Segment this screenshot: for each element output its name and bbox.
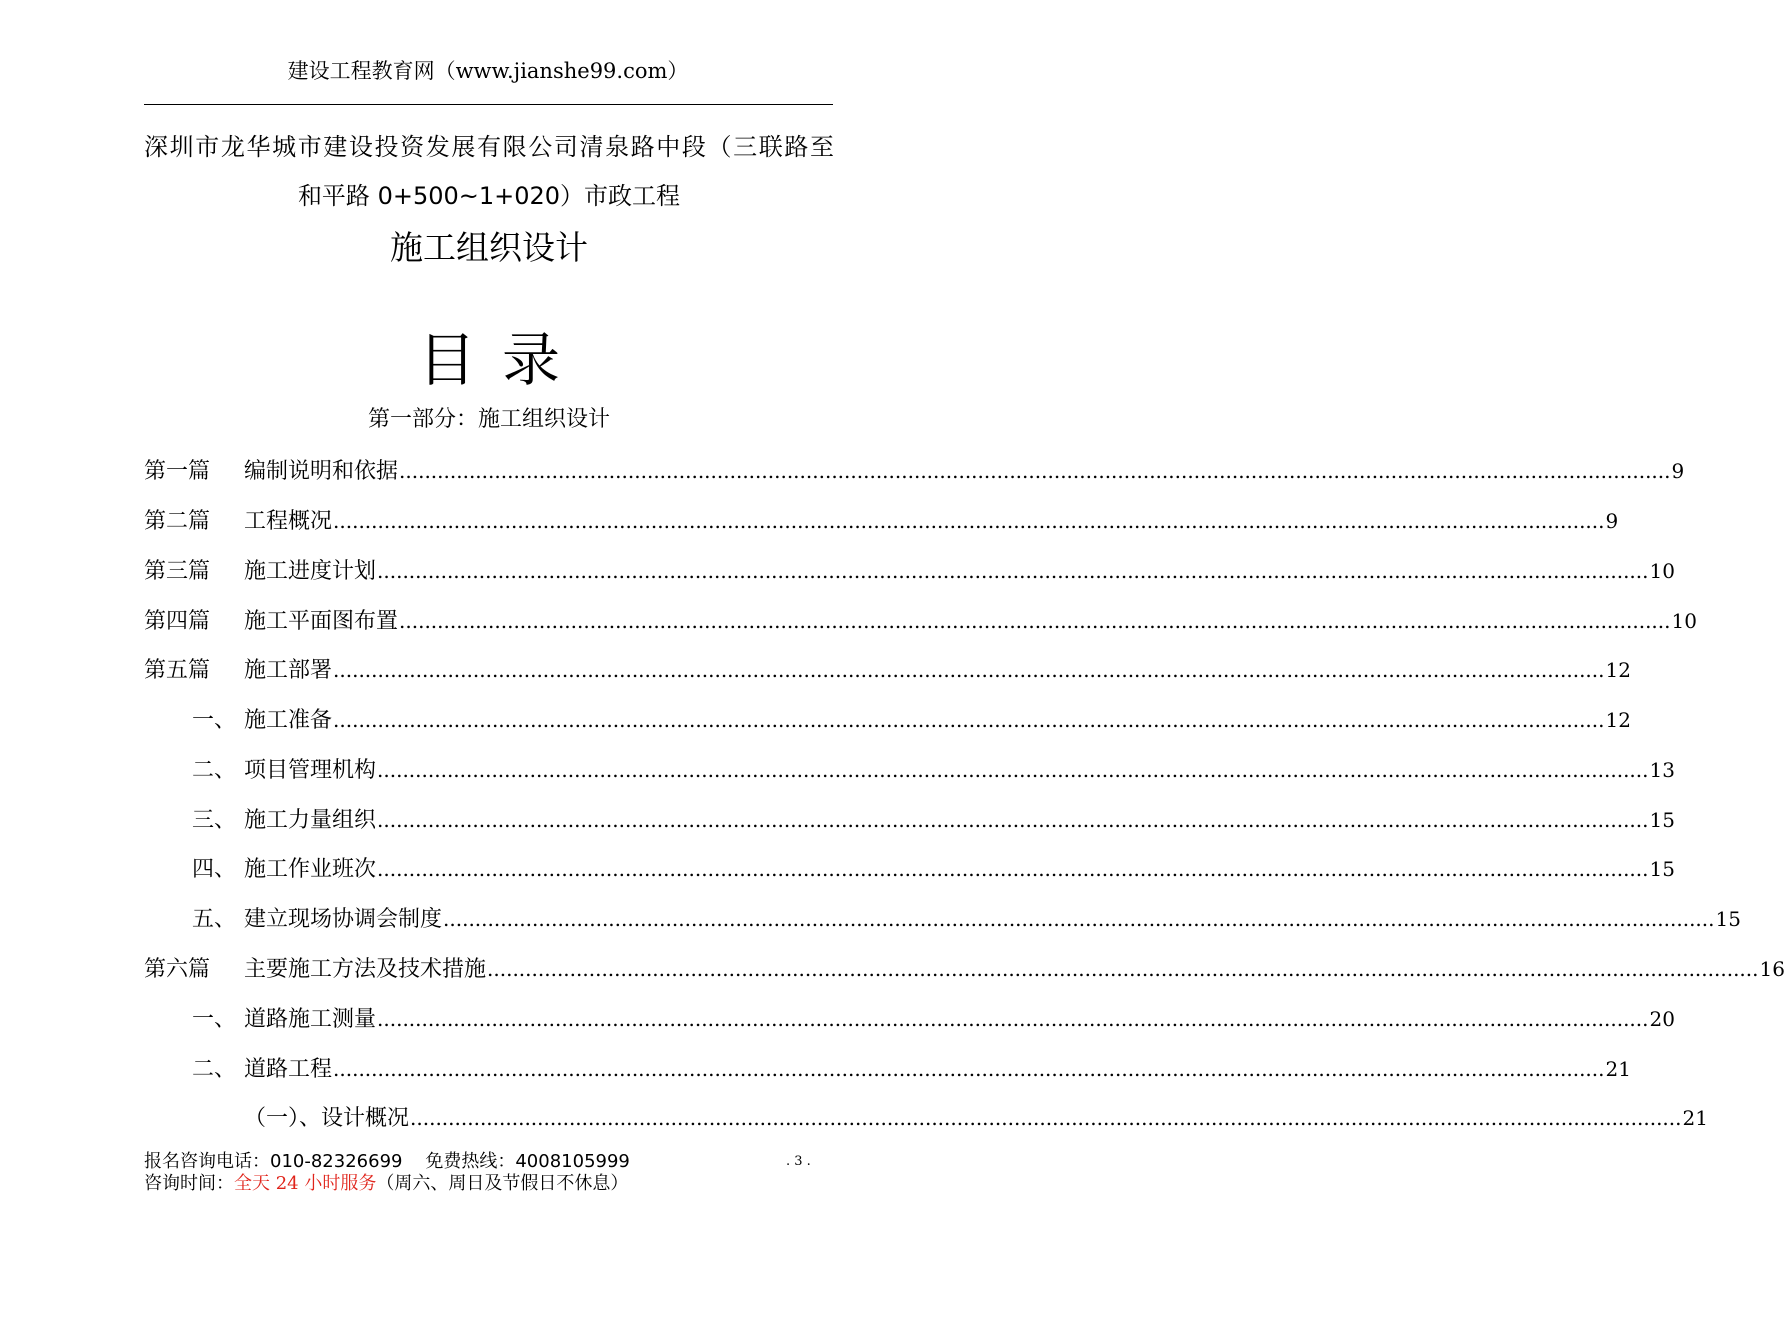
toc-entry-title: 施工进度计划 [244, 559, 377, 584]
toc-heading: 目录 [417, 326, 586, 394]
toc-entry[interactable] [144, 903, 1741, 935]
toc-leader-dots: ........................................................................................................................................................................................................ [443, 907, 1715, 931]
toc-entry-prefix: 一、 [192, 1007, 237, 1032]
hours-label: 咨询时间： [144, 1173, 234, 1194]
toc-leader-dots: ........................................................................................................................................................................................................ [333, 509, 1605, 533]
toc-leader-dots: ........................................................................................................................................................................................................ [487, 957, 1759, 981]
hotline-number: 4008105999 [515, 1151, 630, 1172]
toc-entry[interactable] [144, 455, 1685, 487]
document-title-line-2: 和平路 0+500~1+020）市政工程 [297, 182, 681, 210]
toc-entry-prefix: 二、 [192, 1057, 237, 1082]
toc-entry[interactable] [144, 953, 1785, 985]
toc-entry-prefix: 第四篇 [144, 609, 211, 634]
toc-entry-page: 20 [1649, 1007, 1675, 1031]
header-divider [144, 104, 833, 105]
toc-part-title: 第一部分：施工组织设计 [367, 407, 610, 432]
page-number: . 3 . [786, 1154, 811, 1169]
toc-entry-page: 13 [1649, 758, 1675, 782]
toc-entry-title: 施工平面图布置 [244, 609, 399, 634]
toc-entry-title: 施工作业班次 [244, 857, 377, 882]
document-title-line-1: 深圳市龙华城市建设投资发展有限公司清泉路中段（三联路至 [144, 133, 834, 161]
hours-note: （周六、周日及节假日不休息） [376, 1173, 629, 1194]
toc-entry-page: 15 [1649, 808, 1675, 832]
hours-highlight: 全天 24 小时服务 [234, 1173, 377, 1194]
toc-entry-title: 工程概况 [244, 509, 333, 534]
toc-entry-page: 16 [1759, 957, 1785, 981]
toc-entry-prefix: 二、 [192, 758, 237, 783]
toc-entry[interactable] [144, 1053, 1631, 1085]
footer-hours-line [144, 1172, 628, 1196]
toc-entry-page: 9 [1605, 509, 1619, 533]
toc-entry[interactable] [144, 704, 1631, 736]
toc-entry-page: 15 [1715, 907, 1741, 931]
page-header: 建设工程教育网（www.jianshe99.com） [287, 59, 689, 83]
toc-leader-dots: ........................................................................................................................................................................................................ [333, 1057, 1605, 1081]
toc-entry-prefix: 五、 [192, 907, 237, 932]
hotline-label: 免费热线： [425, 1151, 516, 1172]
toc-entry-page: 10 [1649, 559, 1675, 583]
toc-entry[interactable] [144, 853, 1675, 885]
toc-entry-page: 12 [1605, 708, 1631, 732]
toc-leader-dots: ........................................................................................................................................................................................................ [399, 459, 1671, 483]
toc-leader-dots: ........................................................................................................................................................................................................ [377, 1007, 1649, 1031]
toc-entry-page: 21 [1682, 1106, 1708, 1130]
toc-entry-title: 主要施工方法及技术措施 [244, 957, 487, 982]
toc-entry-title: 建立现场协调会制度 [244, 907, 443, 932]
phone-number: 010-82326699 [270, 1151, 403, 1172]
toc-entry-title: 项目管理机构 [244, 758, 377, 783]
toc-entry-title: （一）、设计概况 [244, 1106, 410, 1131]
toc-entry-title: 施工准备 [244, 708, 333, 733]
toc-entry-prefix: 第六篇 [144, 957, 211, 982]
toc-entry-prefix: 第二篇 [144, 509, 211, 534]
toc-entry[interactable] [144, 804, 1675, 836]
footer-contact-line [144, 1150, 630, 1174]
toc-entry-prefix: 第五篇 [144, 658, 211, 683]
toc-entry-page: 21 [1605, 1057, 1631, 1081]
document-title-line-3: 施工组织设计 [390, 228, 588, 267]
toc-entry-page: 12 [1605, 658, 1631, 682]
toc-entry-title: 施工部署 [244, 658, 333, 683]
toc-entry[interactable] [144, 1003, 1675, 1035]
toc-entry[interactable] [144, 1102, 1708, 1134]
toc-leader-dots: ........................................................................................................................................................................................................ [399, 609, 1671, 633]
toc-leader-dots: ........................................................................................................................................................................................................ [333, 708, 1605, 732]
toc-entry-title: 道路施工测量 [244, 1007, 377, 1032]
toc-entry-prefix: 第一篇 [144, 459, 211, 484]
toc-leader-dots: ........................................................................................................................................................................................................ [377, 857, 1649, 881]
toc-entry-page: 15 [1649, 857, 1675, 881]
toc-leader-dots: ........................................................................................................................................................................................................ [333, 658, 1605, 682]
toc-entry[interactable] [144, 505, 1619, 537]
toc-leader-dots: ........................................................................................................................................................................................................ [377, 758, 1649, 782]
toc-entry-page: 10 [1671, 609, 1697, 633]
toc-entry[interactable] [144, 654, 1631, 686]
toc-entry-prefix: 三、 [192, 808, 237, 833]
toc-entry-title: 道路工程 [244, 1057, 333, 1082]
toc-entry-title: 施工力量组织 [244, 808, 377, 833]
toc-entry[interactable] [144, 754, 1675, 786]
toc-entry-title: 编制说明和依据 [244, 459, 399, 484]
toc-entry[interactable] [144, 605, 1697, 637]
toc-entry-prefix: 四、 [192, 857, 237, 882]
toc-leader-dots: ........................................................................................................................................................................................................ [377, 808, 1649, 832]
toc-leader-dots: ........................................................................................................................................................................................................ [410, 1106, 1682, 1130]
toc-entry-prefix: 第三篇 [144, 559, 211, 584]
toc-leader-dots: ........................................................................................................................................................................................................ [377, 559, 1649, 583]
toc-entry-prefix: 一、 [192, 708, 237, 733]
phone-label: 报名咨询电话： [144, 1151, 270, 1172]
toc-entry-page: 9 [1671, 459, 1685, 483]
toc-entry[interactable] [144, 555, 1675, 587]
